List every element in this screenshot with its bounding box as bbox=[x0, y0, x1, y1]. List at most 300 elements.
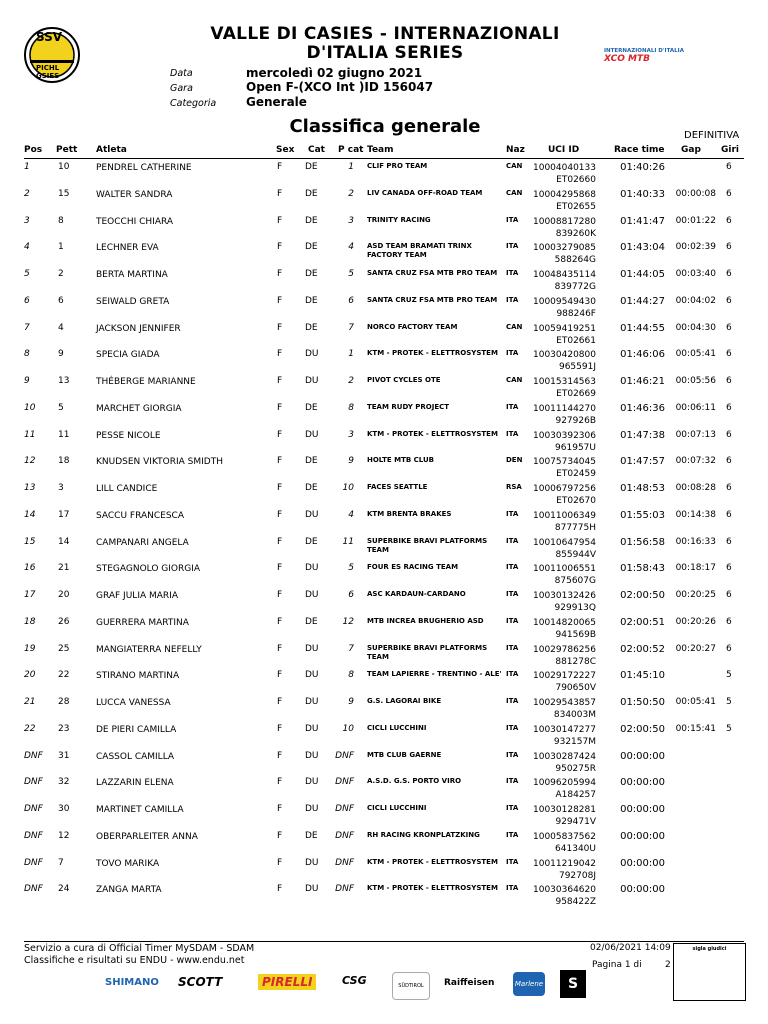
row-pett: 15 bbox=[58, 188, 70, 199]
row-cat: DU bbox=[305, 643, 319, 654]
sponsor-suedtirol: SÜDTIROL bbox=[392, 972, 430, 1000]
row-atleta: OBERPARLEITER ANNA bbox=[96, 831, 198, 842]
row-pcat: 1 bbox=[348, 162, 354, 172]
row-team: MTB CLUB GAERNE bbox=[367, 750, 442, 759]
row-gap: 00:07:13 bbox=[675, 429, 716, 440]
row-cat: DU bbox=[305, 670, 319, 681]
row-naz: ITA bbox=[506, 563, 519, 572]
row-race-time: 01:46:36 bbox=[620, 402, 665, 414]
row-cat: DU bbox=[305, 376, 319, 386]
row-uci-id: 10008817280 839260K bbox=[533, 216, 596, 239]
row-cat: DE bbox=[305, 402, 318, 413]
row-pos: 12 bbox=[24, 456, 36, 467]
col-pett: Pett bbox=[56, 145, 78, 155]
row-race-time: 01:46:21 bbox=[620, 376, 665, 387]
footer-divider bbox=[24, 941, 744, 942]
row-atleta: SACCU FRANCESCA bbox=[96, 510, 184, 521]
row-pcat: 10 bbox=[342, 723, 354, 734]
row-pett: 7 bbox=[58, 857, 64, 868]
row-atleta: SEIWALD GRETA bbox=[96, 296, 170, 307]
judges-signature-box bbox=[673, 943, 746, 1001]
row-gap: 00:18:17 bbox=[675, 563, 716, 574]
row-pcat: DNF bbox=[335, 777, 354, 788]
row-naz: ITA bbox=[506, 349, 519, 358]
table-row bbox=[0, 563, 768, 590]
row-team: KTM - PROTEK - ELETTROSYSTEM bbox=[367, 429, 498, 438]
col-team: Team bbox=[367, 145, 394, 155]
row-naz: ITA bbox=[506, 402, 519, 411]
row-gap: 00:00:08 bbox=[675, 188, 716, 199]
row-giri: 6 bbox=[726, 322, 732, 333]
row-team: SANTA CRUZ FSA MTB PRO TEAM bbox=[367, 295, 498, 304]
table-row bbox=[0, 751, 768, 778]
row-cat: DU bbox=[305, 777, 319, 788]
row-race-time: 02:00:50 bbox=[620, 590, 665, 601]
row-team: CICLI LUCCHINI bbox=[367, 804, 427, 812]
row-pos: 17 bbox=[24, 590, 36, 600]
table-row bbox=[0, 456, 768, 483]
row-atleta: CASSOL CAMILLA bbox=[96, 751, 175, 762]
row-naz: ITA bbox=[506, 295, 519, 304]
row-naz: ITA bbox=[506, 616, 519, 625]
row-uci-id: 10011006349 877775H bbox=[533, 510, 596, 533]
row-giri: 6 bbox=[726, 215, 732, 226]
row-atleta: THÉBERGE MARIANNE bbox=[96, 377, 196, 387]
row-atleta: MARCHET GIORGIA bbox=[96, 403, 182, 414]
row-pett: 17 bbox=[58, 509, 70, 520]
row-atleta: PESSE NICOLE bbox=[96, 430, 161, 441]
col-cat: Cat bbox=[308, 145, 325, 155]
row-cat: DE bbox=[305, 322, 318, 333]
row-pos: DNF bbox=[24, 750, 43, 761]
row-pos: 5 bbox=[24, 269, 30, 279]
table-row bbox=[0, 269, 768, 296]
row-uci-id: 10004295868 ET02655 bbox=[533, 189, 596, 212]
table-row bbox=[0, 242, 768, 269]
signature-label: sigla giudici bbox=[692, 946, 727, 952]
row-pett: 18 bbox=[58, 456, 70, 467]
row-pett: 1 bbox=[58, 242, 64, 253]
row-pos: 4 bbox=[24, 242, 30, 253]
row-giri: 6 bbox=[726, 563, 732, 574]
table-row bbox=[0, 162, 768, 189]
row-pett: 23 bbox=[58, 723, 70, 734]
row-sex: F bbox=[277, 188, 283, 199]
row-atleta: ZANGA MARTA bbox=[96, 885, 162, 896]
row-team: KTM BRENTA BRAKES bbox=[367, 509, 452, 518]
row-cat: DU bbox=[305, 804, 319, 814]
row-pett: 28 bbox=[58, 697, 70, 707]
ssv-pichl-gsies-logo bbox=[24, 22, 80, 94]
row-gap: 00:08:28 bbox=[675, 483, 716, 493]
row-cat: DU bbox=[305, 857, 319, 868]
table-row bbox=[0, 296, 768, 323]
row-team: KTM - PROTEK - ELETTROSYSTEM bbox=[367, 349, 498, 358]
row-uci-id: 10030420800 965591J bbox=[533, 350, 596, 373]
row-team: SANTA CRUZ FSA MTB PRO TEAM bbox=[367, 269, 498, 277]
table-row bbox=[0, 483, 768, 510]
row-giri: 6 bbox=[726, 162, 732, 172]
row-naz: ITA bbox=[506, 723, 519, 732]
row-atleta: TOVO MARIKA bbox=[96, 858, 160, 869]
row-uci-id: 10011144270 927926B bbox=[533, 403, 596, 426]
sponsor-csg: CSG bbox=[342, 974, 367, 987]
row-pett: 5 bbox=[58, 402, 64, 413]
row-atleta: PENDREL CATHERINE bbox=[96, 163, 192, 173]
row-gap: 00:20:26 bbox=[675, 616, 716, 627]
row-pcat: 1 bbox=[348, 349, 354, 360]
sponsor-shimano: SHIMANO bbox=[105, 977, 159, 988]
row-team: TEAM LAPIERRE - TRENTINO - ALE' bbox=[367, 670, 502, 679]
row-naz: CAN bbox=[506, 162, 523, 170]
row-team: KTM - PROTEK - ELETTROSYSTEM bbox=[367, 884, 498, 893]
row-uci-id: 10004040133 ET02660 bbox=[533, 163, 596, 185]
row-cat: DE bbox=[305, 162, 318, 172]
row-race-time: 02:00:50 bbox=[620, 723, 665, 735]
row-team: ASD TEAM BRAMATI TRINX FACTORY TEAM bbox=[367, 242, 472, 260]
row-atleta: CAMPANARI ANGELA bbox=[96, 537, 189, 548]
row-sex: F bbox=[277, 563, 283, 574]
row-pos: DNF bbox=[24, 857, 43, 868]
event-logo-top-text: INTERNAZIONALI D'ITALIA bbox=[604, 48, 684, 54]
row-giri: 6 bbox=[726, 483, 732, 493]
footer-results-text: Classifiche e risultati su ENDU - www.endu.net bbox=[24, 955, 245, 966]
row-pett: 22 bbox=[58, 670, 70, 681]
row-pett: 30 bbox=[58, 804, 70, 814]
table-row bbox=[0, 430, 768, 457]
row-pos: 19 bbox=[24, 643, 36, 654]
row-race-time: 01:58:43 bbox=[620, 563, 665, 575]
row-gap: 00:01:22 bbox=[675, 215, 716, 226]
sponsor-marlene: Marlene bbox=[513, 972, 545, 996]
row-naz: RSA bbox=[506, 483, 522, 491]
row-race-time: 00:00:00 bbox=[620, 750, 665, 762]
table-row bbox=[0, 617, 768, 644]
row-race-time: 00:00:00 bbox=[620, 830, 665, 842]
row-team: NORCO FACTORY TEAM bbox=[367, 322, 458, 331]
row-naz: CAN bbox=[506, 376, 523, 384]
row-pcat: DNF bbox=[335, 830, 354, 841]
row-atleta: MANGIATERRA NEFELLY bbox=[96, 644, 202, 655]
row-pos: 8 bbox=[24, 349, 30, 360]
row-atleta: KNUDSEN VIKTORIA SMIDTH bbox=[96, 457, 223, 468]
row-sex: F bbox=[277, 777, 283, 788]
row-sex: F bbox=[277, 536, 283, 547]
row-uci-id: 10010647954 855944V bbox=[533, 537, 596, 560]
row-naz: ITA bbox=[506, 242, 519, 251]
row-pcat: 4 bbox=[348, 509, 354, 520]
row-race-time: 01:41:47 bbox=[620, 215, 665, 227]
row-cat: DE bbox=[305, 269, 318, 279]
row-pett: 6 bbox=[58, 295, 64, 306]
col-race-time: Race time bbox=[614, 145, 665, 155]
row-pett: 9 bbox=[58, 349, 64, 360]
row-pos: 7 bbox=[24, 322, 30, 333]
logo-text-pichl: PICHL bbox=[36, 64, 60, 72]
table-row bbox=[0, 510, 768, 537]
row-gap: 00:03:40 bbox=[675, 269, 716, 279]
meta-label-data: Data bbox=[170, 68, 193, 79]
row-pett: 31 bbox=[58, 750, 70, 761]
row-naz: ITA bbox=[506, 215, 519, 224]
row-atleta: LAZZARIN ELENA bbox=[96, 778, 174, 789]
row-sex: F bbox=[277, 376, 283, 386]
row-gap: 00:05:41 bbox=[675, 349, 716, 360]
row-race-time: 01:43:04 bbox=[620, 242, 665, 254]
row-sex: F bbox=[277, 322, 283, 333]
row-pett: 10 bbox=[58, 162, 70, 172]
row-cat: DU bbox=[305, 349, 319, 360]
row-cat: DE bbox=[305, 830, 318, 841]
row-race-time: 00:00:00 bbox=[620, 804, 665, 815]
row-pos: 20 bbox=[24, 670, 36, 681]
row-uci-id: 10009549430 988246F bbox=[533, 296, 596, 319]
logo-text-ssv: SSV bbox=[36, 30, 63, 44]
row-pett: 26 bbox=[58, 616, 70, 627]
row-pcat: 10 bbox=[342, 483, 354, 493]
row-uci-id: 10011219042 792708J bbox=[533, 858, 596, 881]
row-uci-id: 10029172227 790650V bbox=[533, 671, 596, 694]
row-sex: F bbox=[277, 830, 283, 841]
row-atleta: MARTINET CAMILLA bbox=[96, 805, 184, 815]
row-giri: 6 bbox=[726, 376, 732, 386]
row-uci-id: 10015314563 ET02669 bbox=[533, 377, 596, 399]
row-team: LIV CANADA OFF-ROAD TEAM bbox=[367, 188, 483, 197]
row-naz: CAN bbox=[506, 322, 523, 331]
row-race-time: 02:00:51 bbox=[620, 616, 665, 628]
event-title-line-1: VALLE DI CASIES - INTERNAZIONALI bbox=[210, 24, 560, 44]
table-row bbox=[0, 323, 768, 350]
row-giri: 6 bbox=[726, 509, 732, 520]
row-naz: ITA bbox=[506, 590, 519, 598]
row-pett: 25 bbox=[58, 643, 70, 654]
row-sex: F bbox=[277, 884, 283, 895]
row-pcat: 5 bbox=[348, 269, 354, 279]
row-pett: 21 bbox=[58, 563, 70, 574]
row-race-time: 01:40:33 bbox=[620, 188, 665, 200]
col-naz: Naz bbox=[506, 145, 525, 155]
row-sex: F bbox=[277, 616, 283, 627]
table-row bbox=[0, 403, 768, 430]
row-gap: 00:20:25 bbox=[675, 590, 716, 600]
row-pos: 13 bbox=[24, 483, 36, 493]
row-pcat: 4 bbox=[348, 242, 354, 253]
row-sex: F bbox=[277, 162, 283, 172]
row-uci-id: 10030392306 961957U bbox=[533, 430, 596, 453]
row-naz: DEN bbox=[506, 456, 523, 465]
row-pett: 2 bbox=[58, 269, 64, 279]
table-row bbox=[0, 216, 768, 243]
row-pcat: DNF bbox=[335, 804, 354, 814]
table-row bbox=[0, 884, 768, 911]
row-race-time: 01:55:03 bbox=[620, 509, 665, 521]
row-pos: 16 bbox=[24, 563, 36, 574]
row-atleta: STIRANO MARTINA bbox=[96, 671, 180, 682]
row-giri: 6 bbox=[726, 242, 732, 253]
row-team: TRINITY RACING bbox=[367, 215, 431, 224]
row-gap: 00:05:41 bbox=[675, 697, 716, 707]
row-naz: ITA bbox=[506, 509, 519, 518]
row-pcat: 3 bbox=[348, 215, 354, 226]
row-pett: 8 bbox=[58, 215, 64, 226]
row-cat: DE bbox=[305, 188, 318, 199]
row-giri: 6 bbox=[726, 643, 732, 654]
row-pett: 24 bbox=[58, 884, 70, 895]
row-cat: DE bbox=[305, 483, 318, 493]
row-race-time: 02:00:52 bbox=[620, 643, 665, 655]
row-pos: DNF bbox=[24, 830, 43, 841]
row-sex: F bbox=[277, 670, 283, 681]
row-gap: 00:06:11 bbox=[675, 402, 716, 413]
row-naz: ITA bbox=[506, 536, 519, 545]
row-pcat: 11 bbox=[342, 536, 354, 547]
page-label: Pagina 1 di bbox=[592, 960, 642, 970]
logo-text-gsies: GSIES bbox=[36, 72, 60, 80]
row-race-time: 01:46:06 bbox=[620, 349, 665, 361]
row-uci-id: 10030128281 929471V bbox=[533, 805, 596, 827]
classifica-status: DEFINITIVA bbox=[684, 130, 740, 141]
row-sex: F bbox=[277, 402, 283, 413]
row-pcat: 2 bbox=[348, 188, 354, 199]
row-pcat: 2 bbox=[348, 376, 354, 386]
row-atleta: LECHNER EVA bbox=[96, 243, 159, 254]
row-team: CLIF PRO TEAM bbox=[367, 162, 428, 170]
row-pcat: DNF bbox=[335, 750, 354, 761]
row-pos: DNF bbox=[24, 777, 43, 788]
row-giri: 6 bbox=[726, 616, 732, 627]
row-team: MTB INCREA BRUGHERIO ASD bbox=[367, 616, 484, 625]
row-pos: 22 bbox=[24, 723, 36, 734]
row-pos: 21 bbox=[24, 697, 36, 707]
row-giri: 6 bbox=[726, 536, 732, 547]
row-naz: ITA bbox=[506, 884, 519, 893]
row-team: G.S. LAGORAI BIKE bbox=[367, 697, 442, 705]
internazionali-italia-logo bbox=[604, 48, 694, 70]
row-gap: 00:16:33 bbox=[675, 536, 716, 547]
row-sex: F bbox=[277, 697, 283, 707]
print-datetime: 02/06/2021 14:09 bbox=[590, 943, 671, 953]
row-giri: 6 bbox=[726, 269, 732, 279]
row-pcat: 7 bbox=[348, 322, 354, 333]
row-sex: F bbox=[277, 295, 283, 306]
row-giri: 6 bbox=[726, 456, 732, 467]
row-team: FOUR ES RACING TEAM bbox=[367, 563, 459, 572]
row-race-time: 01:47:38 bbox=[620, 429, 665, 441]
row-pett: 3 bbox=[58, 483, 64, 493]
row-team: SUPERBIKE BRAVI PLATFORMS TEAM bbox=[367, 643, 488, 661]
row-race-time: 01:40:26 bbox=[620, 162, 665, 173]
row-atleta: DE PIERI CAMILLA bbox=[96, 724, 177, 735]
row-pcat: 5 bbox=[348, 563, 354, 574]
row-race-time: 00:00:00 bbox=[620, 777, 665, 789]
sponsor-sportler: S bbox=[560, 970, 586, 998]
meta-label-categoria: Categoria bbox=[170, 98, 217, 109]
table-row bbox=[0, 697, 768, 724]
row-atleta: GUERRERA MARTINA bbox=[96, 617, 189, 628]
row-pos: 15 bbox=[24, 536, 36, 547]
row-naz: CAN bbox=[506, 188, 523, 197]
row-pcat: 9 bbox=[348, 697, 354, 707]
row-uci-id: 10029543857 834003M bbox=[533, 698, 596, 720]
row-pcat: DNF bbox=[335, 857, 354, 868]
row-pos: 6 bbox=[24, 295, 30, 306]
row-gap: 00:04:02 bbox=[675, 295, 716, 306]
row-sex: F bbox=[277, 242, 283, 253]
row-cat: DU bbox=[305, 509, 319, 520]
row-giri: 5 bbox=[726, 697, 732, 707]
row-pos: DNF bbox=[24, 884, 43, 895]
row-uci-id: 10096205994 A184257 bbox=[533, 778, 596, 801]
table-row bbox=[0, 804, 768, 831]
row-naz: ITA bbox=[506, 804, 519, 812]
row-atleta: STEGAGNOLO GIORGIA bbox=[96, 564, 201, 575]
row-uci-id: 10075734045 ET02459 bbox=[533, 457, 596, 480]
row-giri: 6 bbox=[726, 295, 732, 306]
row-race-time: 01:47:57 bbox=[620, 456, 665, 468]
row-pos: 9 bbox=[24, 376, 30, 386]
row-team: CICLI LUCCHINI bbox=[367, 723, 427, 732]
row-sex: F bbox=[277, 750, 283, 761]
row-pcat: 6 bbox=[348, 590, 354, 600]
row-sex: F bbox=[277, 643, 283, 654]
row-giri: 6 bbox=[726, 188, 732, 199]
row-naz: ITA bbox=[506, 857, 519, 866]
row-uci-id: 10003279085 588264G bbox=[533, 243, 596, 266]
row-race-time: 01:45:10 bbox=[620, 670, 665, 682]
row-giri: 6 bbox=[726, 349, 732, 360]
row-giri: 6 bbox=[726, 402, 732, 413]
table-row bbox=[0, 644, 768, 671]
row-sex: F bbox=[277, 723, 283, 734]
row-gap: 00:15:41 bbox=[675, 723, 716, 734]
row-cat: DU bbox=[305, 429, 319, 440]
row-team: SUPERBIKE BRAVI PLATFORMS TEAM bbox=[367, 536, 488, 554]
row-sex: F bbox=[277, 509, 283, 520]
row-pcat: DNF bbox=[335, 884, 354, 895]
row-pos: 2 bbox=[24, 188, 30, 199]
row-pcat: 9 bbox=[348, 456, 354, 467]
row-cat: DU bbox=[305, 750, 319, 761]
row-uci-id: 10059419251 ET02661 bbox=[533, 323, 596, 346]
meta-value-data: mercoledì 02 giugno 2021 bbox=[246, 66, 423, 80]
row-team: A.S.D. G.S. PORTO VIRO bbox=[367, 777, 462, 786]
row-giri: 6 bbox=[726, 590, 732, 600]
row-atleta: LUCCA VANESSA bbox=[96, 698, 171, 708]
row-uci-id: 10030132426 929913Q bbox=[533, 591, 596, 613]
table-row bbox=[0, 724, 768, 751]
row-team: RH RACING KRONPLATZKING bbox=[367, 830, 480, 839]
row-sex: F bbox=[277, 269, 283, 279]
row-cat: DU bbox=[305, 563, 319, 574]
sponsor-raiffeisen: Raiffeisen bbox=[444, 978, 495, 988]
sponsor-pirelli: PIRELLI bbox=[258, 974, 316, 990]
row-race-time: 01:44:05 bbox=[620, 269, 665, 280]
row-sex: F bbox=[277, 429, 283, 440]
row-race-time: 01:56:58 bbox=[620, 536, 665, 548]
row-giri: 5 bbox=[726, 670, 732, 681]
row-pett: 12 bbox=[58, 830, 70, 841]
table-row bbox=[0, 376, 768, 403]
col-pos: Pos bbox=[24, 145, 43, 155]
row-pett: 14 bbox=[58, 536, 70, 547]
row-team: FACES SEATTLE bbox=[367, 483, 428, 491]
row-atleta: GRAF JULIA MARIA bbox=[96, 591, 178, 601]
col-atleta: Atleta bbox=[96, 145, 127, 155]
row-cat: DU bbox=[305, 590, 319, 600]
row-uci-id: 10005837562 641340U bbox=[533, 831, 596, 854]
footer-service-text: Servizio a cura di Official Timer MySDAM - SDAM bbox=[24, 943, 255, 954]
row-race-time: 00:00:00 bbox=[620, 857, 665, 869]
